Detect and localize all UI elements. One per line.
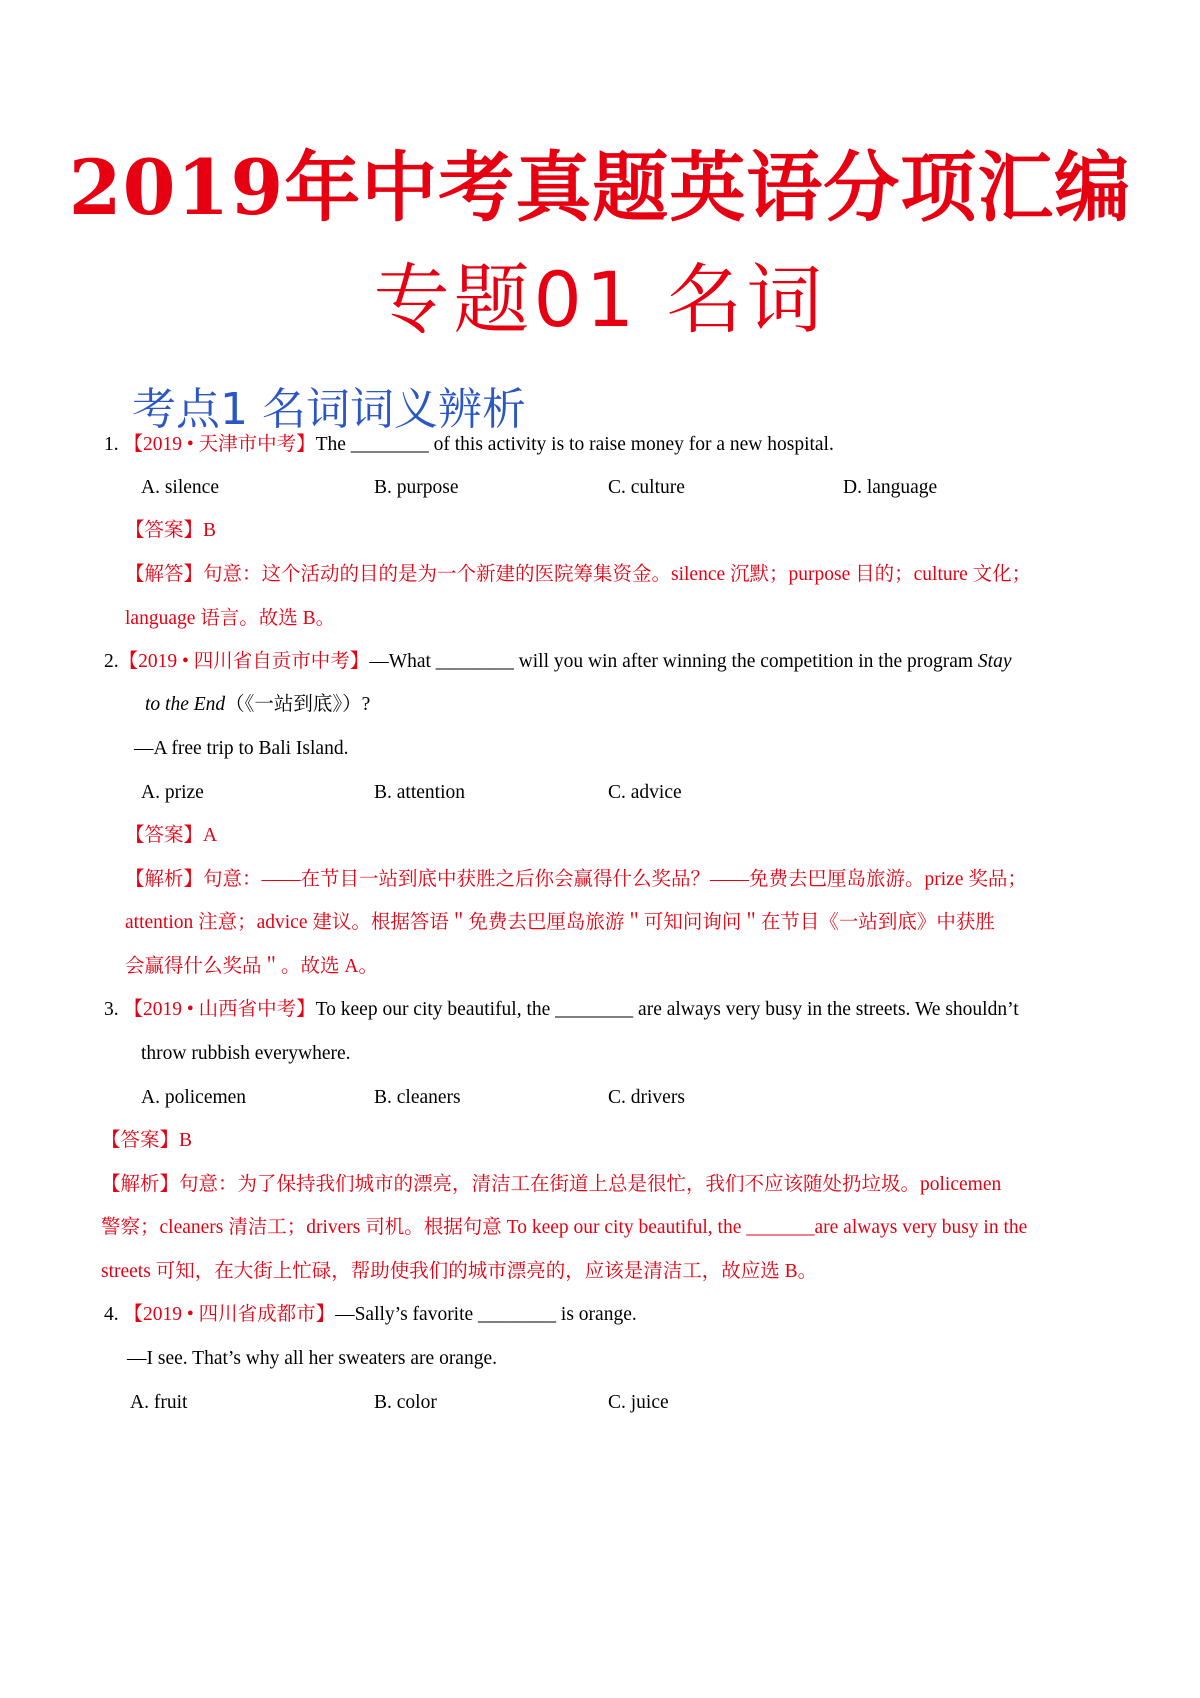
question-4-stem-line bbox=[104, 1300, 637, 1330]
analysis-line-3: 会赢得什么奖品＂。故选 A。 bbox=[125, 956, 378, 977]
option-a: A. policemen bbox=[141, 1087, 247, 1108]
option-a: A. silence bbox=[141, 477, 219, 498]
answer: 【答案】A bbox=[125, 825, 218, 846]
question-3-stem-line bbox=[104, 995, 1019, 1025]
analysis-line-3: streets 可知，在大街上忙碌，帮助使我们的城市漂亮的，应该是清洁工，故应选 B。 bbox=[101, 1261, 818, 1282]
analysis-line-2: language 语言。故选 B。 bbox=[125, 608, 336, 629]
question-stem: To keep our city beautiful, the ________ are always very busy in the streets. We shouldn’t bbox=[315, 999, 1019, 1020]
option-a: A. prize bbox=[141, 782, 204, 803]
question-reply: —I see. That’s why all her sweaters are orange. bbox=[127, 1348, 497, 1369]
question-stem: The ________ of this activity is to raise money for a new hospital. bbox=[315, 434, 834, 455]
option-c: C. advice bbox=[608, 782, 682, 803]
option-b: B. attention bbox=[374, 782, 465, 803]
analysis-line-2: attention 注意；advice 建议。根据答语＂免费去巴厘岛旅游＂可知问询问＂在节目《一站到底》中获胜 bbox=[125, 912, 995, 933]
analysis-line-1: 【解答】句意：这个活动的目的是为一个新建的医院筹集资金。silence 沉默；purpose 目的；culture 文化； bbox=[125, 564, 1032, 585]
question-stem-cont: throw rubbish everywhere. bbox=[141, 1043, 351, 1064]
question-number: 3. bbox=[104, 999, 119, 1020]
answer: 【答案】B bbox=[101, 1130, 193, 1151]
option-c: C. drivers bbox=[608, 1087, 685, 1108]
option-a: A. fruit bbox=[130, 1392, 188, 1413]
question-stem: —What ________ will you win after winning the competition in the program bbox=[369, 651, 978, 672]
analysis-line-1: 【解析】句意：为了保持我们城市的漂亮，清洁工在街道上总是很忙，我们不应该随处扔垃圾。policemen bbox=[101, 1174, 1002, 1195]
question-source: 【2019 • 四川省成都市】 bbox=[123, 1304, 336, 1325]
question-source: 【2019 • 天津市中考】 bbox=[123, 434, 316, 455]
option-d: D. language bbox=[843, 477, 938, 498]
question-reply: —A free trip to Bali Island. bbox=[134, 738, 349, 759]
question-number: 2. bbox=[104, 651, 119, 672]
program-title-part-2: to the End bbox=[145, 694, 226, 715]
page-subtitle: 专题01 名词 bbox=[373, 255, 827, 344]
option-b: B. purpose bbox=[374, 477, 459, 498]
option-b: B. color bbox=[374, 1392, 437, 1413]
question-number: 4. bbox=[104, 1304, 119, 1325]
analysis-line-1: 【解析】句意：——在节目一站到底中获胜之后你会赢得什么奖品？——免费去巴厘岛旅游。prize 奖品； bbox=[125, 869, 1027, 890]
program-title-part-1: Stay bbox=[977, 651, 1012, 672]
answer: 【答案】B bbox=[125, 520, 217, 541]
option-c: C. culture bbox=[608, 477, 685, 498]
question-source: 【2019 • 山西省中考】 bbox=[123, 999, 316, 1020]
question-stem-cont: （《一站到底》）? bbox=[225, 694, 371, 715]
option-b: B. cleaners bbox=[374, 1087, 461, 1108]
question-1-stem-line bbox=[104, 430, 834, 460]
question-2-stem-line-2 bbox=[145, 690, 370, 720]
question-number: 1. bbox=[104, 434, 119, 455]
analysis-line-2: 警察；cleaners 清洁工；drivers 司机。根据句意 To keep our city beautiful, the _______are always very busy in the bbox=[101, 1217, 1028, 1238]
question-source: 【2019 • 四川省自贡市中考】 bbox=[118, 651, 370, 672]
page-title: 2019年中考真题英语分项汇编 bbox=[68, 143, 1132, 232]
section-heading: 考点1 名词词义辨析 bbox=[132, 384, 526, 435]
question-stem: —Sally’s favorite ________ is orange. bbox=[335, 1304, 637, 1325]
question-2-stem-line bbox=[104, 647, 1012, 677]
option-c: C. juice bbox=[608, 1392, 669, 1413]
